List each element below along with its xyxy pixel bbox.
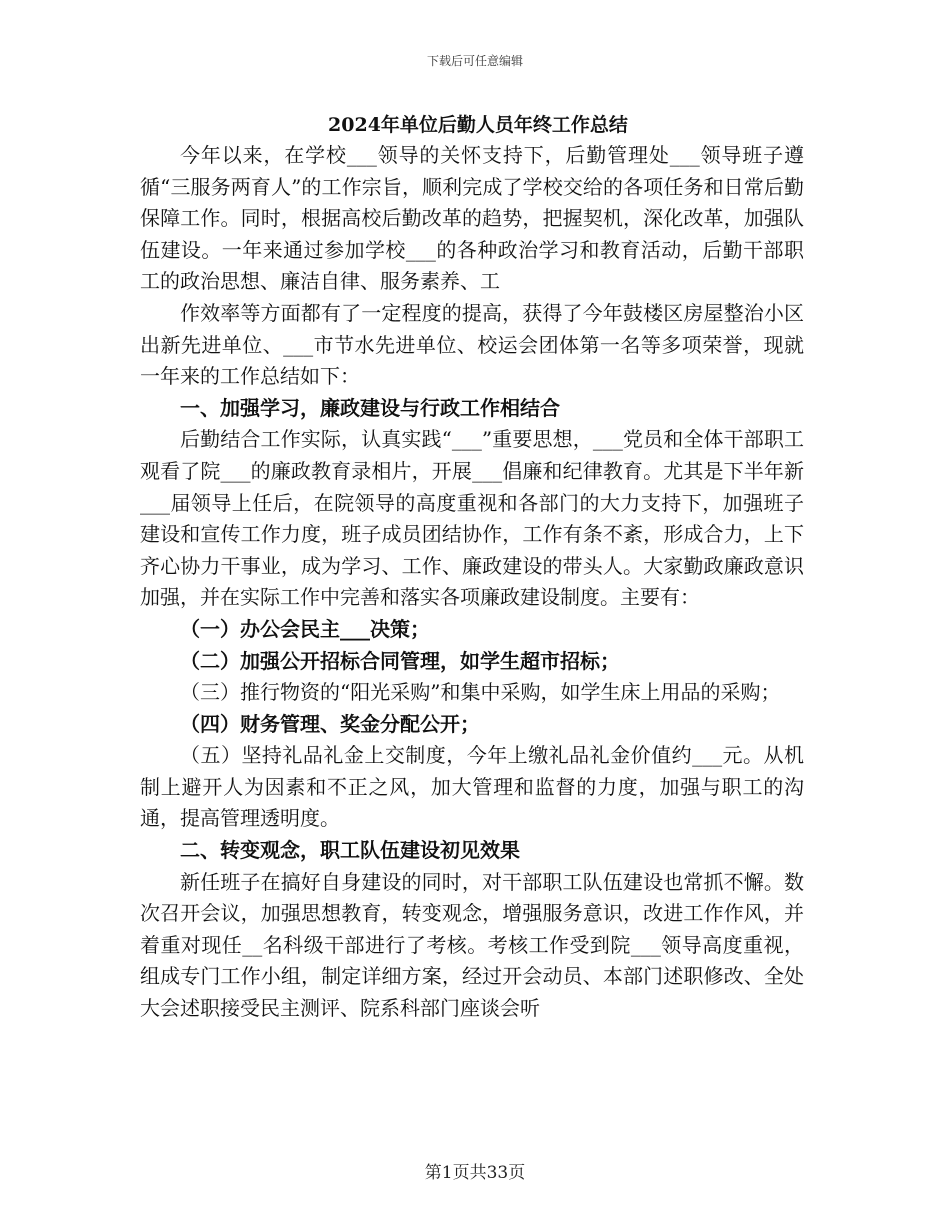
- document-title: 2024年单位后勤人员年终工作总结: [328, 114, 628, 136]
- document-body: [140, 140, 804, 1025]
- section-heading-2: 二、转变观念，职工队伍建设初见效果: [180, 838, 520, 863]
- list-item-3: （三）推行物资的“阳光采购”和集中采购，如学生床上用品的采购；: [180, 680, 781, 705]
- list-item-2: （二）加强公开招标合同管理，如学生超市招标；: [180, 648, 620, 673]
- list-item-1: （一）办公会民主___决策；: [180, 616, 430, 641]
- paragraph-intro-continued: 作效率等方面都有了一定程度的提高，获得了今年鼓楼区房屋整治小区出新先进单位、___市节水先进单位、校运会团体第一名等多项荣誉，现就一年来的工作总结如下：: [140, 300, 804, 389]
- list-item-4: （四）财务管理、奖金分配公开；: [180, 711, 480, 736]
- page-header-note: 下载后可任意编辑: [426, 54, 523, 68]
- section-heading-1: 一、加强学习，廉政建设与行政工作相结合: [180, 395, 560, 420]
- list-item-5: （五）坚持礼品礼金上交制度，今年上缴礼品礼金价值约___元。从机制上避开人为因素和不正之风，加大管理和监督的力度，加强与职工的沟通，提高管理透明度。: [140, 743, 804, 831]
- paragraph-intro: 今年以来，在学校___领导的关怀支持下，后勤管理处___领导班子遵循“三服务两育人”的工作宗旨，顺利完成了学校交给的各项任务和日常后勤保障工作。同时，根据高校后勤改革的趋势，把握契机，深化改革，加强队伍建设。一年来通过参加学校___的各种政治学习和教育活动，后勤干部职工的政治思想、廉洁自律、服务素养、工: [140, 143, 804, 294]
- page-footer-indicator: 第1页共33页: [424, 1163, 526, 1183]
- paragraph-section-2: 新任班子在搞好自身建设的同时，对干部职工队伍建设也常抓不懈。数次召开会议，加强思想教育，转变观念，增强服务意识，改进工作作风，并着重对现任__名科级干部进行了考核。考核工作受到院___领导高度重视，组成专门工作小组，制定详细方案，经过开会动员、本部门述职修改、全处大会述职接受民主测评、院系科部门座谈会听: [140, 869, 804, 1021]
- paragraph-section-1: 后勤结合工作实际，认真实践“___”重要思想，___党员和全体干部职工观看了院___的廉政教育录相片，开展___倡廉和纪律教育。尤其是下半年新___届领导上任后，在院领导的高度重视和各部门的大力支持下，加强班子建设和宣传工作力度，班子成员团结协作，工作有条不紊，形成合力，上下齐心协力干事业，成为学习、工作、廉政建设的带头人。大家勤政廉政意识加强，并在实际工作中完善和落实各项廉政建设制度。主要有：: [140, 427, 804, 610]
